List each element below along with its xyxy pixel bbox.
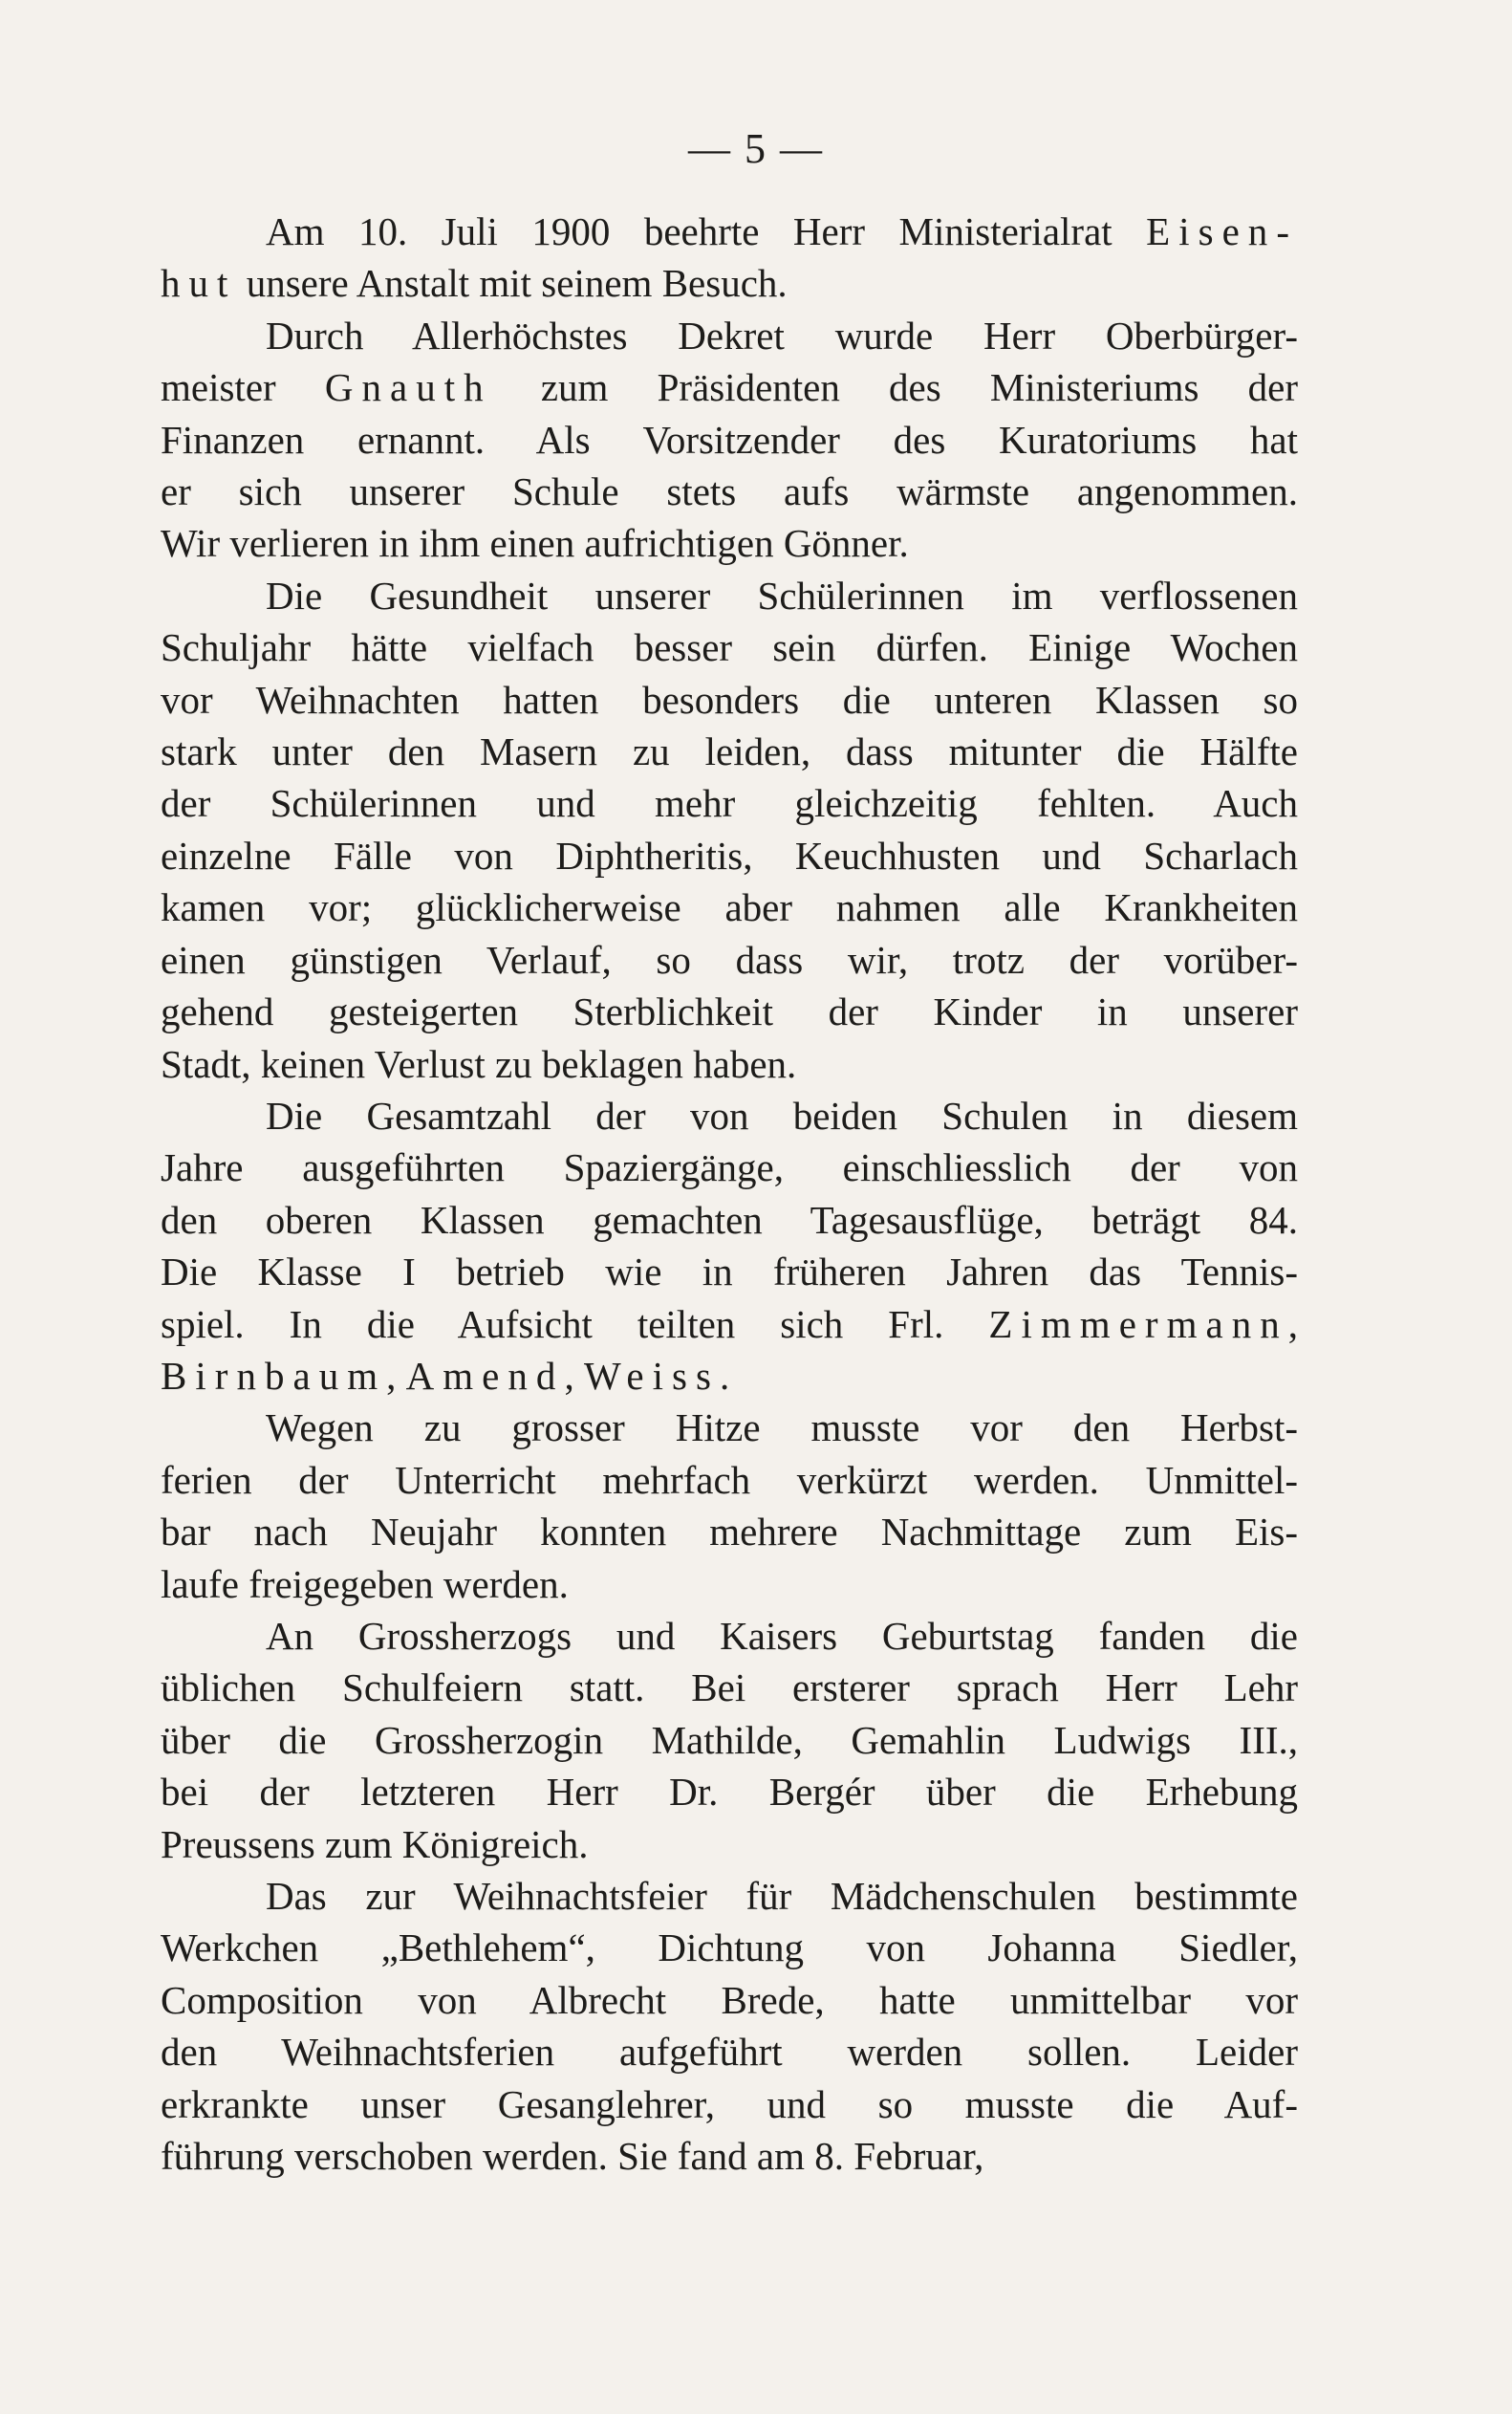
text-segment: ferien der Unterricht mehrfach verkürzt werden. Unmittel- bbox=[161, 1457, 1298, 1502]
spaced-name: Zimmermann bbox=[988, 1301, 1288, 1346]
text-line bbox=[161, 1818, 1298, 1870]
text-segment: den oberen Klassen gemachten Tagesausflüge, beträgt 84. bbox=[161, 1197, 1298, 1242]
paragraph bbox=[161, 310, 1298, 570]
text-line bbox=[161, 310, 1298, 361]
text-segment: der Schülerinnen und mehr gleichzeitig fehlten. Auch bbox=[161, 781, 1298, 826]
text-line bbox=[161, 570, 1298, 621]
text-segment: Werkchen „Bethlehem“, Dichtung von Johanna Siedler, bbox=[161, 1925, 1298, 1970]
text-segment: Jahre ausgeführten Spaziergänge, einschliesslich der von bbox=[161, 1145, 1298, 1190]
paragraph bbox=[161, 1610, 1298, 1870]
text-line bbox=[161, 1350, 1298, 1402]
text-segment: über die Grossherzogin Mathilde, Gemahlin Ludwigs III., bbox=[161, 1717, 1298, 1762]
text-segment: gehend gesteigerten Sterblichkeit der Kinder in unserer bbox=[161, 990, 1298, 1034]
page-number: — 5 — bbox=[688, 125, 824, 172]
text-line bbox=[161, 1714, 1298, 1766]
text-line bbox=[161, 1194, 1298, 1246]
text-line bbox=[161, 1246, 1298, 1297]
text-segment: einzelne Fälle von Diphtheritis, Keuchhusten und Scharlach bbox=[161, 833, 1298, 878]
text-segment: Das zur Weihnachtsfeier für Mädchenschulen bestimmte bbox=[266, 1874, 1298, 1918]
text-segment: vor Weihnachten hatten besonders die unteren Klassen so bbox=[161, 677, 1298, 722]
spaced-name: Eisen- bbox=[1146, 209, 1298, 253]
text-segment: Die Gesundheit unserer Schülerinnen im verflossenen bbox=[266, 573, 1298, 618]
text-segment: Finanzen ernannt. Als Vorsitzender des Kuratoriums hat bbox=[161, 417, 1298, 462]
text-line bbox=[161, 1610, 1298, 1662]
spaced-name: hut bbox=[161, 261, 237, 306]
spaced-name: Weiss bbox=[583, 1353, 720, 1398]
text-segment: , bbox=[1287, 1301, 1298, 1346]
paragraph bbox=[161, 1870, 1298, 2182]
text-line bbox=[161, 830, 1298, 881]
text-segment: unsere Anstalt mit seinem Besuch. bbox=[236, 261, 788, 306]
text-line bbox=[161, 257, 1298, 309]
text-line bbox=[161, 674, 1298, 726]
spaced-name: Amend bbox=[405, 1353, 565, 1398]
text-segment: spiel. In die Aufsicht teilten sich Frl. bbox=[161, 1301, 989, 1346]
text-segment: . bbox=[719, 1353, 730, 1398]
paragraph bbox=[161, 1402, 1298, 1610]
text-line bbox=[161, 414, 1298, 466]
text-segment: Am 10. Juli 1900 beehrte Herr Ministerialrat bbox=[266, 209, 1147, 253]
text-segment: führung verschoben werden. Sie fand am 8. Februar, bbox=[161, 2134, 984, 2179]
text-line bbox=[161, 206, 1298, 257]
text-line bbox=[161, 1090, 1298, 1142]
spaced-name: Birnbaum bbox=[161, 1353, 387, 1398]
text-line bbox=[161, 517, 1298, 569]
text-segment: den Weihnachtsferien aufgeführt werden sollen. Leider bbox=[161, 2030, 1298, 2075]
text-segment: er sich unserer Schule stets aufs wärmste angenommen. bbox=[161, 469, 1298, 514]
text-line bbox=[161, 2078, 1298, 2130]
text-line bbox=[161, 1558, 1298, 1610]
text-line bbox=[161, 1038, 1298, 1090]
text-line bbox=[161, 1922, 1298, 1973]
text-line bbox=[161, 1766, 1298, 1817]
text-line bbox=[161, 934, 1298, 986]
text-segment: , bbox=[386, 1353, 406, 1398]
text-segment: zum Präsidenten des Ministeriums der bbox=[491, 365, 1298, 410]
paragraph bbox=[161, 206, 1298, 310]
text-line bbox=[161, 1974, 1298, 2026]
text-segment: Wir verlieren in ihm einen aufrichtigen Gönner. bbox=[161, 521, 909, 566]
text-line bbox=[161, 621, 1298, 673]
text-line bbox=[161, 726, 1298, 777]
spaced-name: Gnauth bbox=[324, 365, 492, 410]
text-segment: bei der letzteren Herr Dr. Bergér über die Erhebung bbox=[161, 1770, 1298, 1815]
text-segment: Die Klasse I betrieb wie in früheren Jahren das Tennis- bbox=[161, 1250, 1298, 1294]
text-line bbox=[161, 1402, 1298, 1453]
body-text bbox=[161, 206, 1298, 2182]
text-segment: laufe freigegeben werden. bbox=[161, 1561, 569, 1606]
paragraph bbox=[161, 570, 1298, 1090]
text-line bbox=[161, 2130, 1298, 2182]
text-segment: Schuljahr hätte vielfach besser sein dürfen. Einige Wochen bbox=[161, 625, 1298, 670]
text-segment: erkrankte unser Gesanglehrer, und so musste die Auf- bbox=[161, 2081, 1298, 2126]
text-segment: bar nach Neujahr konnten mehrere Nachmittage zum Eis- bbox=[161, 1510, 1298, 1555]
text-segment: Die Gesamtzahl der von beiden Schulen in diesem bbox=[266, 1093, 1298, 1138]
text-segment: , bbox=[564, 1353, 584, 1398]
text-line bbox=[161, 361, 1298, 413]
text-line bbox=[161, 777, 1298, 829]
text-line bbox=[161, 1142, 1298, 1193]
paragraph bbox=[161, 1090, 1298, 1402]
text-segment: Composition von Albrecht Brede, hatte unmittelbar vor bbox=[161, 1977, 1298, 2022]
text-segment: kamen vor; glücklicherweise aber nahmen alle Krankheiten bbox=[161, 885, 1298, 930]
text-segment: Stadt, keinen Verlust zu beklagen haben. bbox=[161, 1041, 797, 1086]
text-line bbox=[161, 1870, 1298, 1922]
text-segment: An Grossherzogs und Kaisers Geburtstag fanden die bbox=[266, 1613, 1298, 1658]
text-line bbox=[161, 1454, 1298, 1506]
text-segment: meister bbox=[161, 365, 325, 410]
text-segment: Wegen zu grosser Hitze musste vor den Herbst- bbox=[266, 1405, 1298, 1450]
text-line bbox=[161, 466, 1298, 517]
text-line bbox=[161, 986, 1298, 1037]
text-line bbox=[161, 1298, 1298, 1350]
text-line bbox=[161, 1506, 1298, 1557]
text-segment: Durch Allerhöchstes Dekret wurde Herr Oberbürger- bbox=[266, 313, 1298, 358]
text-line bbox=[161, 881, 1298, 933]
text-line bbox=[161, 1662, 1298, 1713]
text-line bbox=[161, 2026, 1298, 2077]
text-segment: Preussens zum Königreich. bbox=[161, 1821, 589, 1866]
text-segment: üblichen Schulfeiern statt. Bei ersterer sprach Herr Lehr bbox=[161, 1665, 1298, 1710]
text-segment: einen günstigen Verlauf, so dass wir, trotz der vorüber- bbox=[161, 937, 1298, 982]
text-segment: stark unter den Masern zu leiden, dass mitunter die Hälfte bbox=[161, 729, 1298, 774]
